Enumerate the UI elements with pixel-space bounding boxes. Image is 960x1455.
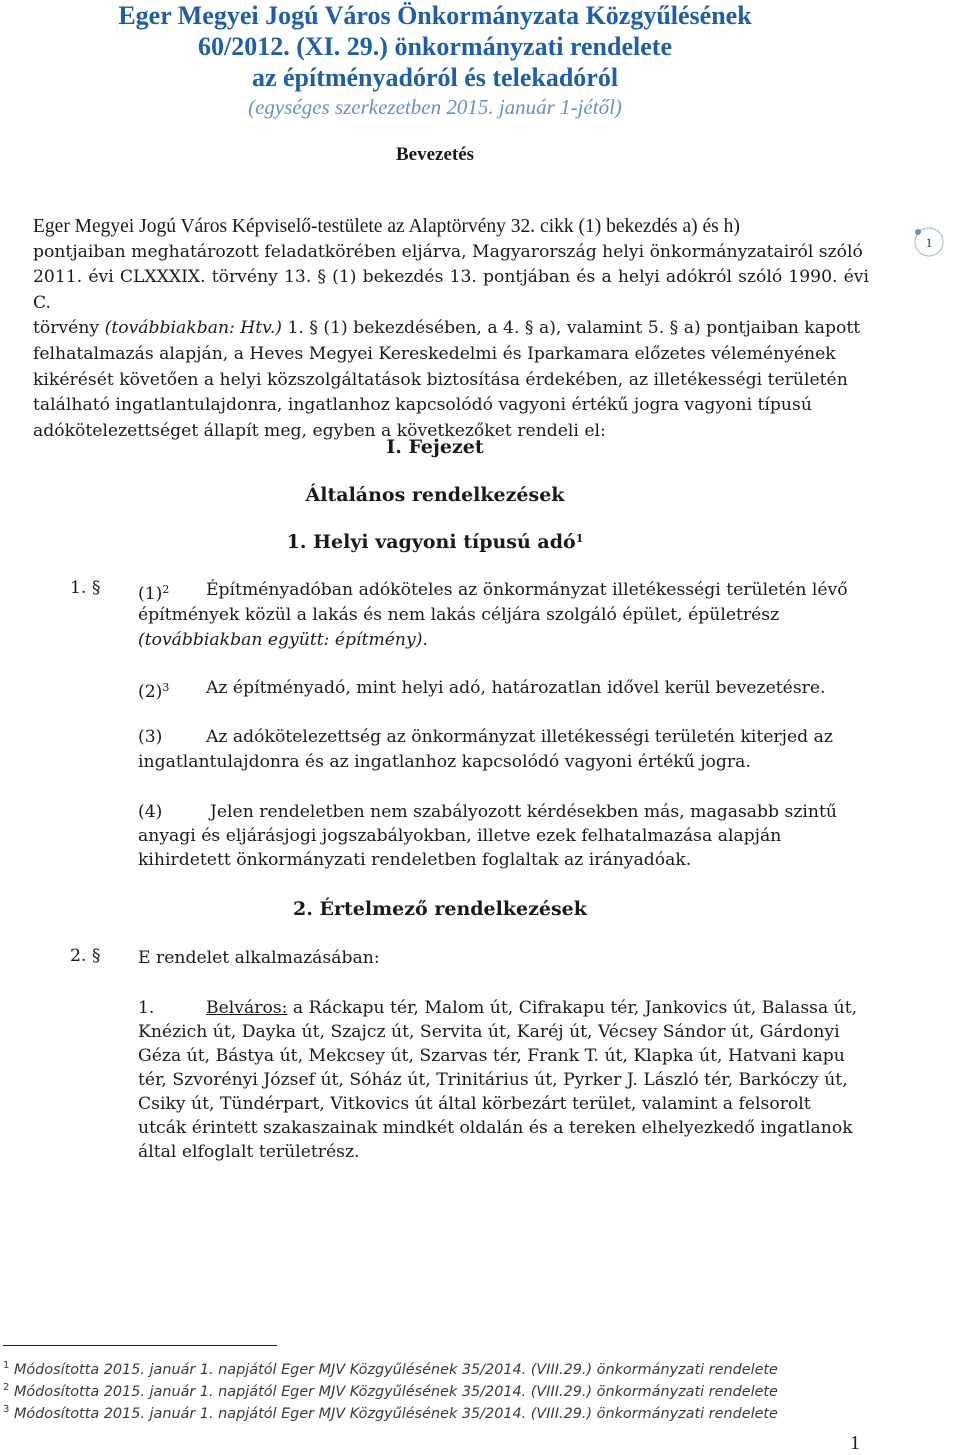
paragraph-1-number: 1. §: [70, 578, 101, 598]
document-subtitle: (egységes szerkezetben 2015. január 1-jétől): [248, 95, 622, 119]
footnote-3: $^3$ Módosította 2015. január 1. napjától Eger MJV Közgyűlésének 35/2014. (VIII.29.) önkormányzati rendelete: [3, 1404, 778, 1422]
document-title-line3: az építményadóról és telekadóról: [251, 63, 619, 92]
paragraph-2-number: 2. §: [70, 946, 101, 966]
intro-line: adókötelezettséget állapít meg, egyben a következőket rendeli el:: [33, 420, 606, 441]
page-marker-badge: [912, 225, 946, 259]
intro-paragraph: [33, 214, 869, 444]
footnote-separator: [3, 1345, 277, 1346]
definition-line: által elfoglalt területrész.: [138, 1142, 360, 1162]
definition-body: [138, 1020, 868, 1164]
intro-line: törvény (továbbiakban: Htv.) 1. § (1) bekezdésében, a 4. § a), valamint 5. § a) pontjaiban kapott: [33, 318, 861, 339]
definition-line: tér, Szvorényi József út, Sóház út, Trinitárius út, Pyrker J. László tér, Barkóczy út,: [138, 1070, 848, 1090]
page-number: 1: [850, 1432, 860, 1454]
para1-sub1-line: Építményadóban adóköteles az önkormányzat illetékességi területén lévő: [206, 580, 848, 600]
para1-label-4: (4): [138, 802, 163, 822]
intro-line: Eger Megyei Jogú Város Képviselő-testülete az Alaptörvény 32. cikk (1) bekezdés a) és h): [33, 216, 740, 237]
para1-label-1: $(1)^2$: [138, 583, 170, 604]
definition-first-line: Belváros: a Ráckapu tér, Malom út, Cifrakapu tér, Jankovics út, Balassa út,: [206, 998, 858, 1018]
definition-term: Belváros:: [206, 998, 288, 1018]
para1-sub4-line: kihirdetett önkormányzati rendeletben foglaltak az irányadóak.: [138, 850, 692, 870]
para1-sub2-text: Az építményadó, mint helyi adó, határozatlan idővel kerül bevezetésre.: [206, 678, 826, 698]
intro-line: felhatalmazás alapján, a Heves Megyei Kereskedelmi és Iparkamara előzetes véleményének: [33, 343, 836, 364]
chapter-title: Általános rendelkezések: [305, 484, 565, 506]
intro-line: kikérését követően a helyi közszolgáltatások biztosítása érdekében, az illetékességi területén: [33, 369, 848, 390]
para1-sub3-line: ingatlantulajdonra és az ingatlanhoz kapcsolódó vagyoni értékű jogra.: [138, 752, 751, 772]
intro-line: pontjaiban meghatározott feladatkörében eljárva, Magyarország helyi önkormányzatairól szóló: [33, 241, 863, 262]
document-title-line2: 60/2012. (XI. 29.) önkormányzati rendelete: [198, 32, 672, 61]
definition-item-number: 1.: [138, 998, 155, 1018]
definition-line: Csiky út, Tündérpart, Vitkovics út által körbezárt terület, valamint a felsorolt: [138, 1094, 811, 1114]
definition-line: utcák érintett szakaszainak mindkét oldalán és a tereken elhelyezkedő ingatlanok: [138, 1118, 853, 1138]
section-2-title: 2. Értelmező rendelkezések: [293, 898, 587, 920]
intro-line: található ingatlantulajdonra, ingatlanhoz kapcsolódó vagyoni értékű jogra vagyoni típusú: [33, 395, 812, 416]
para1-sub1-line: (továbbiakban együtt: építmény).: [138, 630, 428, 650]
para1-sub1-line: építmények közül a lakás és nem lakás céljára szolgáló épület, épületrész: [138, 605, 780, 625]
footnote-2: $^2$ Módosította 2015. január 1. napjától Eger MJV Közgyűlésének 35/2014. (VIII.29.) önkormányzati rendelete: [3, 1382, 778, 1400]
para1-label-3: (3): [138, 727, 163, 747]
document-title-line1: Eger Megyei Jogú Város Önkormányzata Közgyűlésének: [118, 1, 752, 30]
para1-sub3-line: Az adókötelezettség az önkormányzat illetékességi területén kiterjed az: [206, 727, 833, 747]
section-1-title-text: 1. Helyi vagyoni típusú adó: [286, 531, 576, 553]
definition-line: Knézich út, Dayka út, Szajcz út, Servita út, Karéj út, Vécsey Sándor út, Gárdonyi: [138, 1022, 840, 1042]
chapter-heading: I. Fejezet: [386, 436, 484, 458]
page-marker-number: 1: [925, 235, 933, 250]
footnote-ref: 2: [162, 583, 170, 596]
footnote-1: $^1$ Módosította 2015. január 1. napjától Eger MJV Közgyűlésének 35/2014. (VIII.29.) önkormányzati rendelete: [3, 1360, 778, 1378]
intro-line: 2011. évi CLXXXIX. törvény 13. § (1) bekezdés 13. pontjában és a helyi adókról szóló 1990. évi C.: [33, 267, 869, 313]
para1-sub4-line: Jelen rendeletben nem szabályozott kérdésekben más, magasabb szintű: [210, 802, 837, 822]
definition-line: Géza út, Bástya út, Mekcsey út, Szarvas tér, Frank T. út, Klapka út, Hatvani kapu: [138, 1046, 845, 1066]
section-1-title: [0, 531, 870, 553]
intro-heading: Bevezetés: [395, 144, 475, 165]
footnote-ref: 3: [162, 681, 170, 694]
para1-sub4-line: anyagi és eljárásjogi jogszabályokban, illetve ezek felhatalmazása alapján: [138, 826, 782, 846]
para1-label-2: $(2)^3$: [138, 681, 170, 702]
footnote-ref: 1: [575, 532, 584, 545]
para2-intro-text: E rendelet alkalmazásában:: [138, 948, 380, 968]
